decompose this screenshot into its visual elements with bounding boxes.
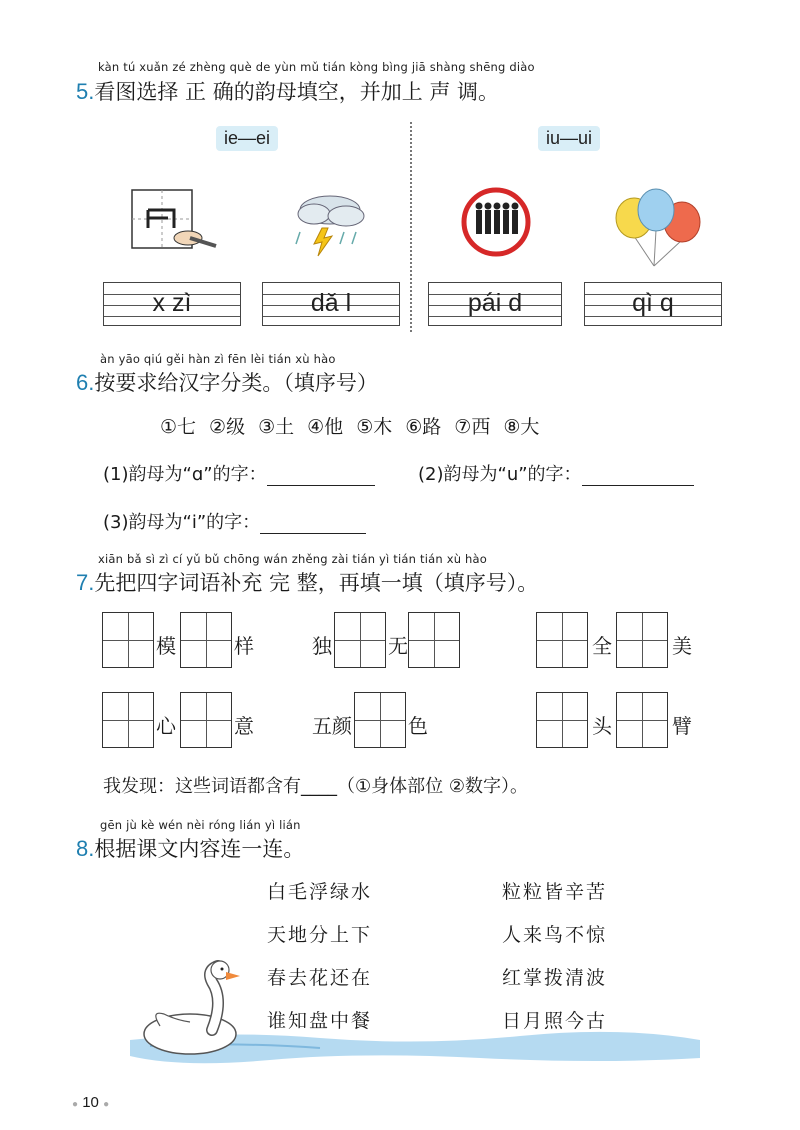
thunderstorm-icon: [290, 188, 370, 258]
poem-right-4[interactable]: 日月照今古: [502, 1010, 608, 1032]
goose-water-illustration: [120, 960, 710, 1070]
char-box[interactable]: [408, 612, 460, 668]
poem-left-2[interactable]: 天地分上下: [267, 924, 373, 946]
option-5: ⑤木: [356, 416, 393, 438]
fill-label-3: (3)韵母为“i”的字：: [103, 512, 261, 533]
q8-title: 根据课文内容连一连。: [94, 837, 305, 861]
char-box[interactable]: [616, 612, 668, 668]
answer-grid-4[interactable]: [584, 282, 722, 326]
char-box[interactable]: [180, 692, 232, 748]
footer-dot-icon: ●: [103, 1099, 110, 1110]
q5-pinyin: kàn tú xuǎn zé zhèng què de yùn mǔ tián kòng bìng jiā shàng shēng diào: [98, 60, 535, 74]
option-1: ①七: [160, 416, 197, 438]
q6-heading: [76, 367, 378, 397]
given-char: 臂: [672, 714, 692, 738]
given-char: 头: [592, 714, 612, 738]
q6-pinyin: àn yāo qiú gěi hàn zì fēn lèi tián xù hào: [100, 352, 336, 366]
answer-text-2: dǎ l: [310, 289, 352, 317]
given-char: 样: [234, 634, 254, 658]
given-char: 五颜: [312, 714, 352, 738]
option-3: ③土: [258, 416, 295, 438]
option-4: ④他: [307, 416, 344, 438]
q6-title: 按要求给汉字分类。（填序号）: [94, 371, 378, 395]
char-box[interactable]: [180, 612, 232, 668]
queue-sign-icon: [460, 186, 532, 258]
given-char: 模: [156, 634, 176, 658]
char-box[interactable]: [354, 692, 406, 748]
fill-row-1: [103, 460, 375, 486]
q5-number: 5.: [76, 79, 95, 104]
fill-label-2: (2)韵母为“u”的字：: [418, 464, 582, 485]
q5-title: 看图选择 正 确的韵母填空，并加上 声 调。: [94, 80, 500, 104]
tag-iu-ui: iu—ui: [538, 126, 600, 151]
dashed-divider: [410, 122, 412, 332]
poem-right-2[interactable]: 人来鸟不惊: [502, 924, 608, 946]
fill-blank-2[interactable]: [582, 467, 694, 486]
answer-grid-3[interactable]: [428, 282, 562, 326]
char-box[interactable]: [536, 612, 588, 668]
q8-heading: [76, 833, 304, 863]
given-char: 心: [156, 714, 176, 738]
q7-heading: [76, 567, 538, 597]
char-box[interactable]: [616, 692, 668, 748]
option-7: ⑦西: [454, 416, 491, 438]
poem-left-4[interactable]: 谁知盘中餐: [267, 1010, 373, 1032]
q6-options: [160, 412, 539, 439]
poem-left-3[interactable]: 春去花还在: [267, 967, 373, 989]
fill-row-2: [418, 460, 694, 486]
fill-row-3: [103, 508, 366, 534]
page-footer: [72, 1094, 109, 1111]
answer-grid-2[interactable]: [262, 282, 400, 326]
given-char: 独: [312, 634, 332, 658]
given-char: 美: [672, 634, 692, 658]
poem-right-1[interactable]: 粒粒皆辛苦: [502, 881, 608, 903]
answer-grid-1[interactable]: [103, 282, 241, 326]
fill-blank-3[interactable]: [260, 515, 366, 534]
q7-number: 7.: [76, 570, 95, 595]
given-char: 无: [388, 634, 408, 658]
tag-ie-ei: ie—ei: [216, 126, 278, 151]
option-8: ⑧大: [503, 416, 540, 438]
given-char: 色: [408, 714, 428, 738]
q5-heading: [76, 76, 499, 106]
answer-text-4: qì q: [632, 289, 674, 317]
poem-left-1[interactable]: 白毛浮绿水: [267, 881, 373, 903]
fill-label-1: (1)韵母为“ɑ”的字：: [103, 464, 267, 485]
answer-text-1: x zì: [152, 289, 192, 317]
writing-hand-icon: [130, 188, 220, 256]
char-box[interactable]: [536, 692, 588, 748]
char-box[interactable]: [102, 612, 154, 668]
footer-dot-icon: ●: [72, 1099, 79, 1110]
option-6: ⑥路: [405, 416, 442, 438]
fill-blank-1[interactable]: [267, 467, 375, 486]
q7-pinyin: xiān bǎ sì zì cí yǔ bǔ chōng wán zhěng zài tián yì tián tián xù hào: [98, 552, 488, 566]
q8-number: 8.: [76, 836, 95, 861]
answer-text-3: pái d: [467, 289, 523, 317]
q7-discover: 我发现：这些词语都含有____（①身体部位 ②数字）。: [103, 776, 528, 797]
q8-pinyin: gēn jù kè wén nèi róng lián yì lián: [100, 818, 301, 832]
char-box[interactable]: [102, 692, 154, 748]
poem-right-3[interactable]: 红掌拨清波: [502, 967, 608, 989]
q6-number: 6.: [76, 370, 95, 395]
page-number: 10: [82, 1094, 99, 1111]
given-char: 意: [234, 714, 254, 738]
char-box[interactable]: [334, 612, 386, 668]
balloons-icon: [610, 188, 705, 268]
q7-title: 先把四字词语补充 完 整，再填一填（填序号）。: [94, 571, 539, 595]
option-2: ②级: [209, 416, 246, 438]
given-char: 全: [592, 634, 612, 658]
